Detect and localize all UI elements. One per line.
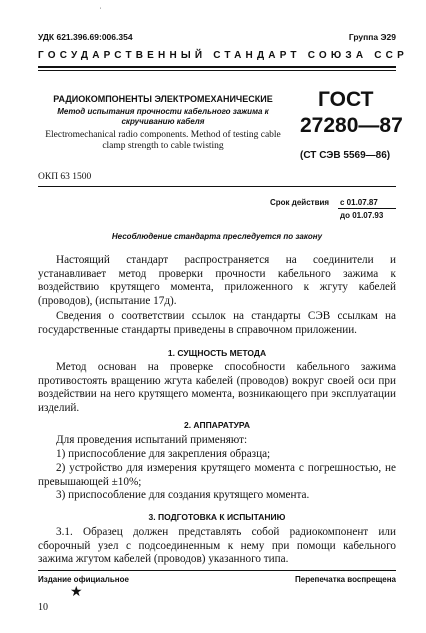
section-3-paragraph-1: 3.1. Образец должен представлять собой радиокомпонент или сборочный узел с подсоединенным к нему при помощи кабельного зажима жгутом кабелей (проводов) указанного типа. [38,526,396,565]
edition-note: Издание официальное [38,575,129,584]
intro-paragraph: Настоящий стандарт распространяется на соединители и устанавливает метод проверки прочности кабельного зажима к воздействию крутящего момента, приложенного к жгуту кабелей (проводов), (испытание 17д). [38,254,396,307]
section-3-heading: 3. ПОДГОТОВКА К ИСПЫТАНИЮ [148,512,286,522]
header-rule-thick [38,66,396,68]
apparatus-item-3: 3) приспособление для создания крутящего момента. [56,489,310,501]
title-english: Electromechanical radio components. Method of testing cable clamp strength to cable twisting [45,130,281,151]
gost-number: 27280—87 [300,114,403,137]
page-number: 10 [38,602,48,613]
term-label: Срок действия [270,198,330,207]
gost-label: ГОСТ [318,88,374,111]
star-icon: ★ [70,585,83,600]
legal-warning: Несоблюдение стандарта преследуется по закону [111,232,323,241]
subtitle-russian: Метод испытания прочности кабельного зажима к скручиванию кабеля [57,107,269,126]
title-rule [38,186,396,187]
scan-mark: ' [100,8,102,14]
header-rule-thin [38,70,396,71]
term-divider [338,208,396,209]
section-2-intro: Для проведения испытаний применяют: [56,434,248,446]
okp-code: ОКП 63 1500 [38,172,92,182]
section-1-paragraph: Метод основан на проверке способности кабельного зажима противостоять вращению жгута кабелей (проводов) вокруг своей оси при воздействии на него крутящего момента, возникающего при эксплуатации изделий. [38,361,396,414]
footer-rule [38,570,396,571]
group-code: Группа Э29 [348,32,396,42]
section-1-heading: 1. СУЩНОСТЬ МЕТОДА [167,348,267,358]
udk-code: УДК 621.396.69:006.354 [38,32,133,42]
title-russian: РАДИОКОМПОНЕНТЫ ЭЛЕКТРОМЕХАНИЧЕСКИЕ [53,94,273,104]
title-block [38,94,288,152]
apparatus-item-2: 2) устройство для измерения крутящего момента с погрешностью, не превышающей ±10%; [38,462,396,488]
reprint-note: Перепечатка воспрещена [295,575,396,584]
apparatus-item-1: 1) приспособление для закрепления образца; [56,448,271,460]
section-2-heading: 2. АППАРАТУРА [183,420,250,430]
term-from: с 01.07.87 [340,198,378,207]
sev-note-paragraph: Сведения о соответствии ссылок на стандарты СЭВ ссылкам на государственные стандарты приведены в справочном приложении. [38,310,396,336]
term-to: до 01.07.93 [340,211,384,220]
standard-title: ГОСУДАРСТВЕННЫЙ СТАНДАРТ СОЮЗА ССР [38,50,408,61]
st-sev-reference: (СТ СЭВ 5569—86) [300,150,391,161]
